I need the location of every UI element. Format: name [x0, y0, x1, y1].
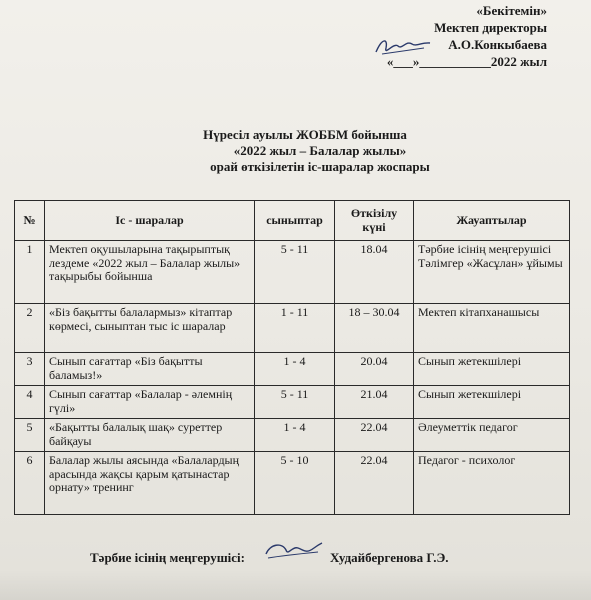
table-row — [15, 386, 570, 419]
row-classes: 5 - 10 — [255, 452, 335, 515]
row-event: Сынып сағаттар «Балалар - әлемнің гүлі» — [45, 386, 255, 419]
row-responsible: Сынып жетекшілері — [414, 386, 570, 419]
row-classes: 1 - 4 — [255, 353, 335, 386]
header-num: № — [15, 201, 45, 241]
row-num: 4 — [15, 386, 45, 419]
row-event: Балалар жылы аясында «Балалардың арасында жақсы қарым қатынастар орнату» тренинг — [45, 452, 255, 515]
document-title — [120, 127, 520, 175]
row-event: «Бақытты балалық шақ» суреттер байқауы — [45, 419, 255, 452]
table-row — [15, 452, 570, 515]
approval-heading: «Бекітемін» — [476, 3, 547, 18]
header-classes: сыныптар — [255, 201, 335, 241]
row-date: 18.04 — [335, 241, 414, 304]
row-responsible: Мектеп кітапханашысы — [414, 304, 570, 353]
approval-date: «___»___________2022 жыл — [386, 54, 547, 69]
table-row — [15, 241, 570, 304]
row-num: 2 — [15, 304, 45, 353]
title-line-1: Нүресіл ауылы ЖОББМ бойынша — [203, 127, 407, 142]
row-date: 21.04 — [335, 386, 414, 419]
title-line-2: «2022 жыл – Балалар жылы» — [233, 143, 407, 158]
row-num: 1 — [15, 241, 45, 304]
deputy-signature — [262, 538, 324, 566]
director-position: Мектеп директоры — [434, 20, 547, 35]
row-responsible: Сынып жетекшілері — [414, 353, 570, 386]
director-signature — [372, 34, 434, 60]
header-date: Өткізілу күні — [335, 201, 414, 241]
row-num: 5 — [15, 419, 45, 452]
header-event: Іс - шаралар — [45, 201, 255, 241]
row-event: Мектеп оқушыларына тақырыптық лездеме «2022 жыл – Балалар жылы» тақырыбы бойынша — [45, 241, 255, 304]
table-row — [15, 353, 570, 386]
row-date: 18 – 30.04 — [335, 304, 414, 353]
title-line-3: орай өткізілетін іс-шаралар жоспары — [210, 159, 430, 174]
header-responsible: Жауаптылар — [414, 201, 570, 241]
row-event: Сынып сағаттар «Біз бақытты баламыз!» — [45, 353, 255, 386]
row-classes: 5 - 11 — [255, 241, 335, 304]
row-date: 22.04 — [335, 452, 414, 515]
row-classes: 1 - 11 — [255, 304, 335, 353]
footer-name: Худайбергенова Г.Э. — [330, 550, 449, 565]
row-classes: 1 - 4 — [255, 419, 335, 452]
table-row — [15, 419, 570, 452]
director-name: А.О.Конкыбаева — [448, 37, 547, 52]
row-responsible: Әлеуметтік педагог — [414, 419, 570, 452]
row-responsible: Тәрбие ісінің меңгерушісі Тәлімгер «Жасұлан» ұйымы — [414, 241, 570, 304]
row-date: 22.04 — [335, 419, 414, 452]
table-row — [15, 304, 570, 353]
row-date: 20.04 — [335, 353, 414, 386]
row-classes: 5 - 11 — [255, 386, 335, 419]
row-num: 3 — [15, 353, 45, 386]
row-event: «Біз бақытты балалармыз» кітаптар көрмесі, сыныптан тыс іс шаралар — [45, 304, 255, 353]
row-num: 6 — [15, 452, 45, 515]
footer-role: Тәрбие ісінің меңгерушісі: — [90, 550, 245, 565]
row-responsible: Педагог - психолог — [414, 452, 570, 515]
events-table — [14, 200, 570, 515]
table-header-row — [15, 201, 570, 241]
page-shadow — [0, 570, 591, 600]
